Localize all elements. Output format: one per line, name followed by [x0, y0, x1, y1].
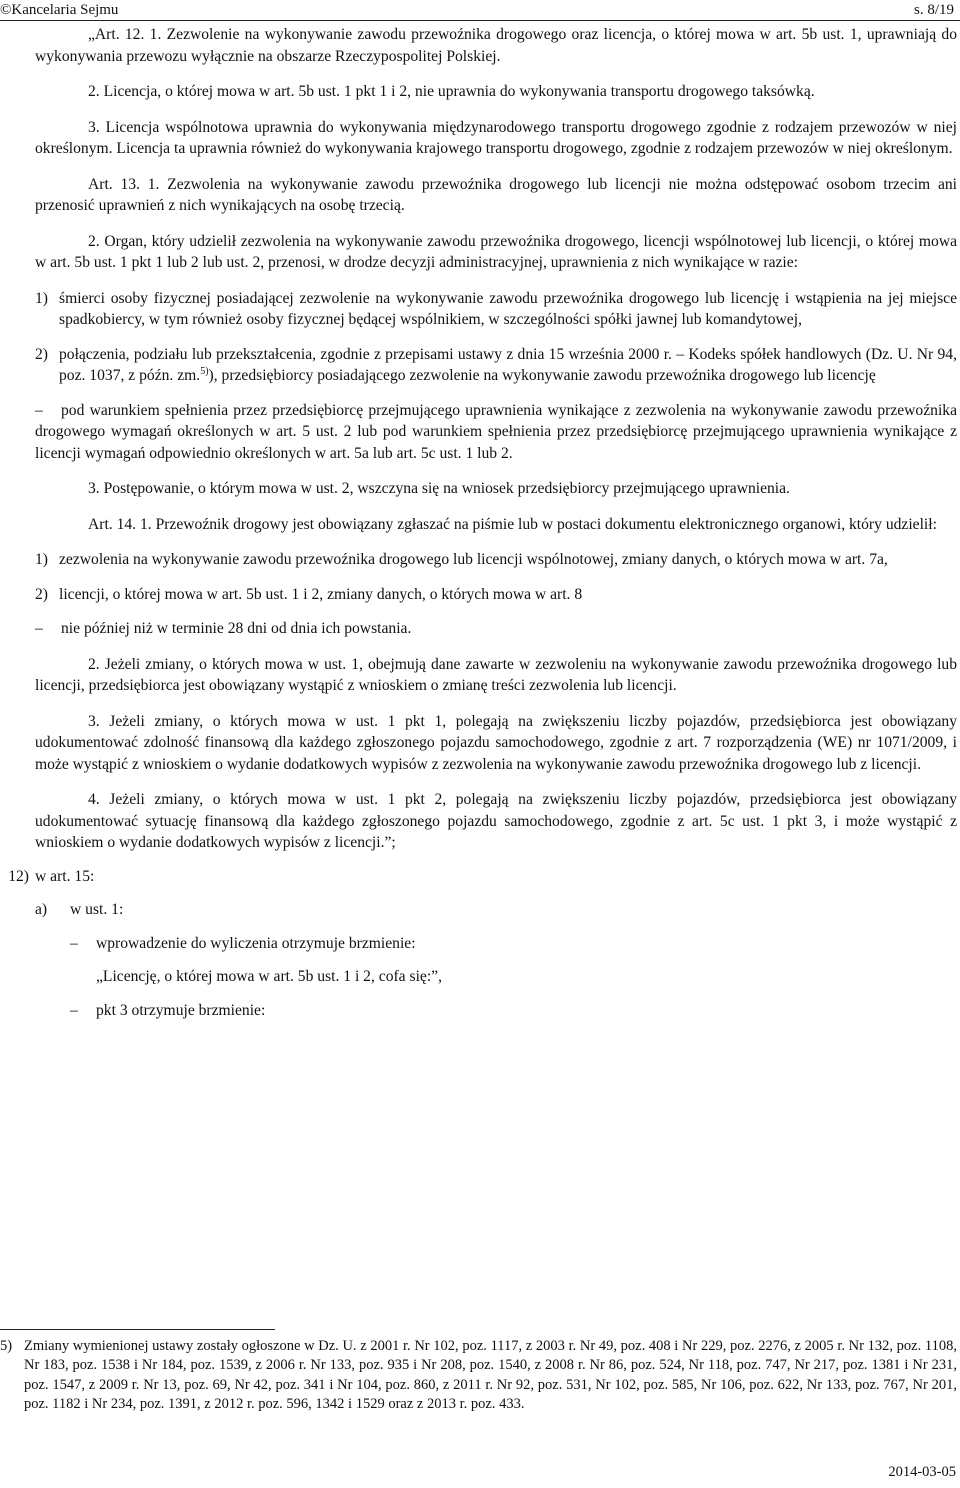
art13-para2: 2. Organ, który udzielił zezwolenia na wykonywanie zawodu przewoźnika drogowego, licencji wspólnotowej lub licencji, o której mowa w art. 5b ust. 1 pkt 1 lub 2 lub ust. 2, przenosi, w drodze decyzji administracyjnej, uprawnienia z nich wynikające w razie: [35, 232, 957, 271]
item-text-after: ), przedsiębiorcy posiadającego zezwolenie na wykonywanie zawodu przewoźnika drogowego lub licencję [208, 367, 876, 384]
art12-para1: „Art. 12. 1. Zezwolenie na wykonywanie zawodu przewoźnika drogowego oraz licencja, o której mowa w art. 5b ust. 1, uprawniają do wykonywania przewozu wyłącznie na obszarze Rzeczypospolitej Polskiej. [35, 26, 957, 65]
header-rule [0, 20, 960, 21]
footnote-label: 5) [0, 1338, 13, 1354]
point-a [35, 899, 957, 921]
art14-dash-text [35, 618, 957, 640]
footnote-text: Zmiany wymienionej ustawy zostały ogłoszone w Dz. U. z 2001 r. Nr 102, poz. 1117, z 2003 r. Nr 49, poz. 408 i Nr 229, poz. 2276, z 2005 r. Nr 132, poz. 1108, Nr 183, poz. 1538 i Nr 184, poz. 1539, z 2006 r. Nr 133, poz. 935 i Nr 208, poz. 1540, z 2008 r. Nr 86, poz. 524, Nr 118, poz. 747, Nr 217, poz. 1381 i Nr 231, poz. 1547, z 2009 r. Nr 13, poz. 69, Nr 42, poz. 341 i Nr 104, poz. 860, z 2011 r. Nr 92, poz. 531, Nr 102, poz. 585, Nr 106, poz. 622, Nr 133, poz. 767, Nr 201, poz. 1182 i Nr 234, poz. 1391, z 2012 r. poz. 596, 1342 i 1529 oraz z 2013 r. poz. 433. [24, 1338, 957, 1413]
art13-dash-text [35, 400, 957, 465]
dash-text: nie później niż w terminie 28 dni od dnia ich powstania. [61, 620, 412, 637]
art12-para2: 2. Licencja, o której mowa w art. 5b ust. 1 pkt 1 i 2, nie uprawnia do wykonywania transportu drogowego taksówką. [88, 83, 815, 100]
item-text: śmierci osoby fizycznej posiadającej zezwolenie na wykonywanie zawodu przewoźnika drogowego lub licencję i wstąpienia na jej miejsce spadkobiercy, w tym również osoby fizycznej będącej wspólnikiem, w szczególności spółki jawnej lub komandytowej, [59, 289, 957, 328]
page-header [0, 0, 960, 22]
header-page-number: s. 8/19 [913, 2, 954, 18]
item-label: 2) [35, 585, 48, 603]
footnote-ref: 5) [200, 366, 209, 377]
dash-mark: – [35, 620, 43, 637]
art14-item-1 [35, 549, 957, 571]
item-text [59, 344, 957, 387]
point-label: 12) [8, 867, 29, 885]
point-text: w ust. 1: [70, 901, 124, 918]
art12-para3: 3. Licencja wspólnotowa uprawnia do wykonywania międzynarodowego transportu drogowego zgodnie z rodzajem przewozów w niej określonym. Licencja ta uprawnia również do wykonywania krajowego transportu drogowego, zgodnie z rodzajem przewozów w niej określonym. [35, 118, 957, 157]
document-date: 2014-03-05 [888, 1464, 956, 1480]
item-label: 1) [35, 289, 48, 307]
item-text: licencji, o której mowa w art. 5b ust. 1 i 2, zmiany danych, o których mowa w art. 8 [59, 585, 583, 603]
footnote-rule [0, 1329, 275, 1330]
item-text: zezwolenia na wykonywanie zawodu przewoźnika drogowego lub licencji wspólnotowej, zmiany danych, o których mowa w art. 7a, [59, 551, 888, 568]
point-text: w art. 15: [35, 867, 95, 885]
art13-item-1 [35, 288, 957, 331]
document-body [8, 24, 957, 1034]
dash-text: pod warunkiem spełnienia przez przedsiębiorcę przejmującego uprawnienia wynikające z zezwolenia na wykonywanie zawodu przewoźnika drogowego wymagań określonych w art. 5 ust. 2 lub pod warunkiem spełnienia przez przedsiębiorcę przejmującego uprawnienia wynikające z licencji wymagań odpowiednio określonych w art. 5a lub art. 5c ust. 1 lub 2. [35, 401, 957, 462]
art13-para3: 3. Postępowanie, o którym mowa w ust. 2, wszczyna się na wniosek przedsiębiorcy przejmującego uprawnienia. [88, 480, 790, 497]
header-publisher: ©Kancelaria Sejmu [0, 2, 119, 18]
a-dash-2 [70, 1000, 957, 1022]
art13-item-2 [35, 344, 957, 387]
dash-mark: – [35, 401, 43, 419]
item-text-before: połączenia, podziału lub przekształcenia, zgodnie z przepisami ustawy z dnia 15 września 2000 r. – Kodeks spółek handlowych (Dz. U. Nr 94, poz. 1037, z późn. zm. [59, 345, 957, 384]
art13-para1: Art. 13. 1. Zezwolenia na wykonywanie zawodu przewoźnika drogowego lub licencji nie można odstępować osobom trzecim ani przenosić uprawnień z nich wynikających na osobę trzecią. [35, 175, 957, 214]
point-label: a) [35, 901, 48, 918]
art14-para4: 4. Jeżeli zmiany, o których mowa w ust. 1 pkt 2, polegają na zwiększeniu liczby pojazdów, przedsiębiorca jest obowiązany udokumentować sytuację finansową dla każdego zgłoszonego pojazdu samochodowego, zgodnie z art. 5c ust. 1 pkt 3, i może wystąpić z wnioskiem o wydanie dodatkowych wypisów z licencji.”; [35, 791, 957, 851]
art14-para2: 2. Jeżeli zmiany, o których mowa w ust. 1, obejmują dane zawarte w zezwoleniu na wykonywanie zawodu przewoźnika drogowego lub licencji, przedsiębiorca jest obowiązany wystąpić z wnioskiem o zmianę treści zezwolenia lub licencji. [35, 655, 957, 694]
dash-mark: – [70, 934, 78, 952]
art14-item-2 [35, 584, 957, 606]
a-dash-1 [70, 933, 957, 955]
item-label: 1) [35, 551, 48, 568]
item-label: 2) [35, 345, 48, 363]
art14-para3: 3. Jeżeli zmiany, o których mowa w ust. 1 pkt 1, polegają na zwiększeniu liczby pojazdów, przedsiębiorca jest obowiązany udokumentować zdolność finansową dla każdego zgłoszonego pojazdu samochodowego, zgodnie z art. 7 rozporządzenia (WE) nr 1071/2009, i może wystąpić z wnioskiem o wydanie dodatkowych wypisów z zezwolenia na wykonywanie zawodu przewoźnika drogowego lub z licencji. [35, 712, 957, 773]
art14-intro: Art. 14. 1. Przewoźnik drogowy jest obowiązany zgłaszać na piśmie lub w postaci dokumentu elektronicznego organowi, który udzielił: [88, 515, 937, 533]
dash-text: wprowadzenie do wyliczenia otrzymuje brzmienie: [96, 934, 416, 952]
dash-mark: – [70, 1001, 78, 1019]
dash-text: pkt 3 otrzymuje brzmienie: [96, 1001, 266, 1019]
footnote [0, 1337, 957, 1415]
point-12 [0, 866, 957, 888]
a-quote: „Licencję, o której mowa w art. 5b ust. 1 i 2, cofa się:”, [96, 968, 442, 985]
